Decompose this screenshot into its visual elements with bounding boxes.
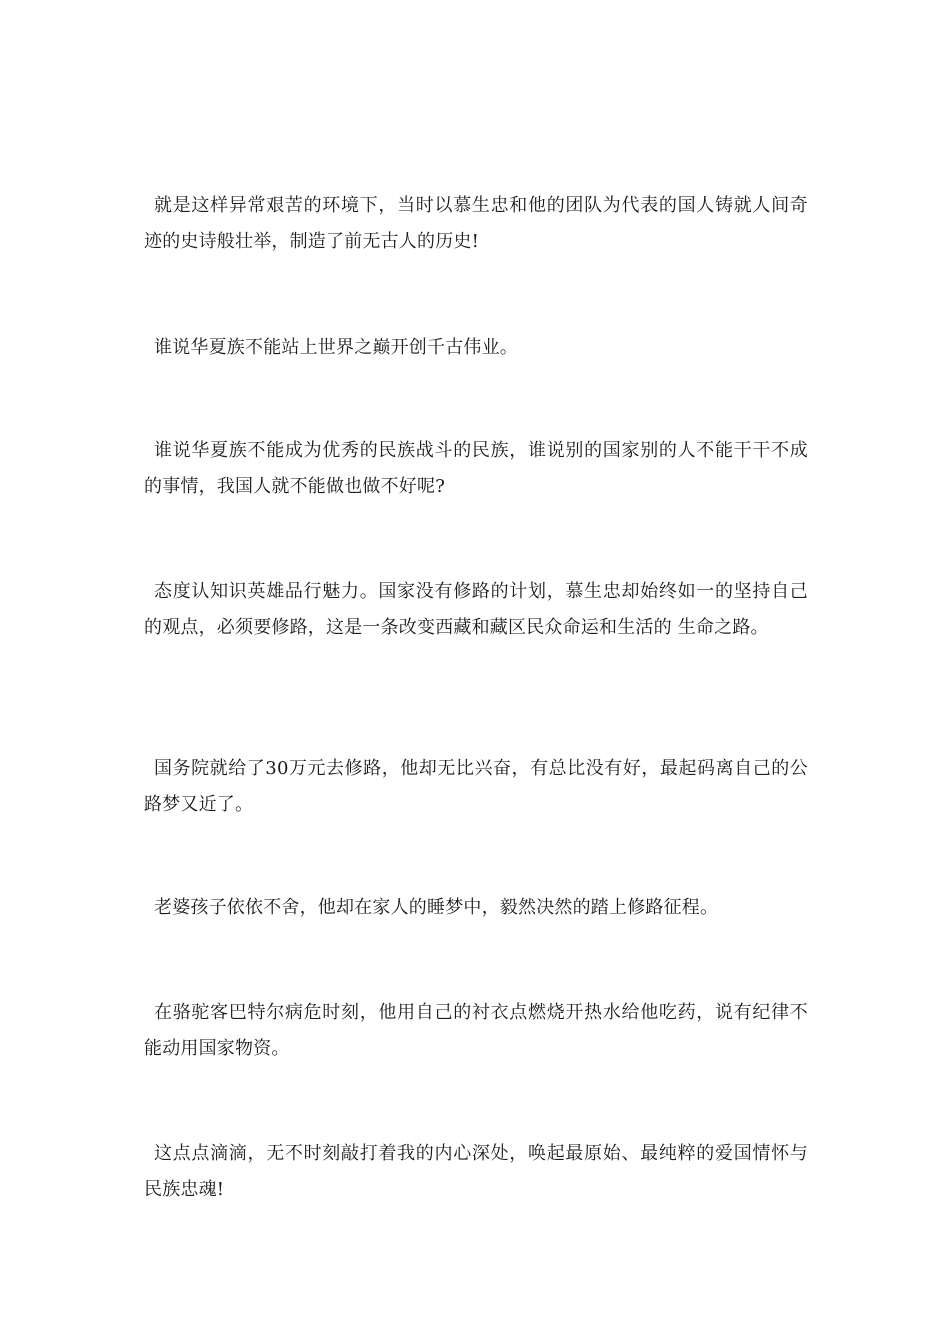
paragraph-7: 在骆驼客巴特尔病危时刻，他用自己的衬衣点燃烧开热水给他吃药，说有纪律不能动用国家物资。: [144, 1002, 808, 1059]
paragraph-5: 国务院就给了30万元去修路，他却无比兴奋，有总比没有好，最起码离自己的公路梦又近了。: [144, 758, 808, 815]
paragraph-6: 老婆孩子依依不舍，他却在家人的睡梦中，毅然决然的踏上修路征程。: [154, 897, 719, 918]
paragraph-2: 谁说华夏族不能站上世界之巅开创千古伟业。: [154, 337, 518, 358]
paragraph-8: 这点点滴滴，无不时刻敲打着我的内心深处，唤起最原始、最纯粹的爱国情怀与民族忠魂!: [144, 1143, 808, 1200]
paragraph-3: 谁说华夏族不能成为优秀的民族战斗的民族，谁说别的国家别的人不能干干不成的事情，我国人就不能做也做不好呢?: [144, 440, 808, 497]
paragraph-1: 就是这样异常艰苦的环境下，当时以慕生忠和他的团队为代表的国人铸就人间奇迹的史诗般壮举，制造了前无古人的历史!: [144, 195, 808, 252]
paragraph-4: 态度认知识英雄品行魅力。国家没有修路的计划，慕生忠却始终如一的坚持自己的观点，必须要修路，这是一条改变西藏和藏区民众命运和生活的 生命之路。: [144, 581, 808, 638]
